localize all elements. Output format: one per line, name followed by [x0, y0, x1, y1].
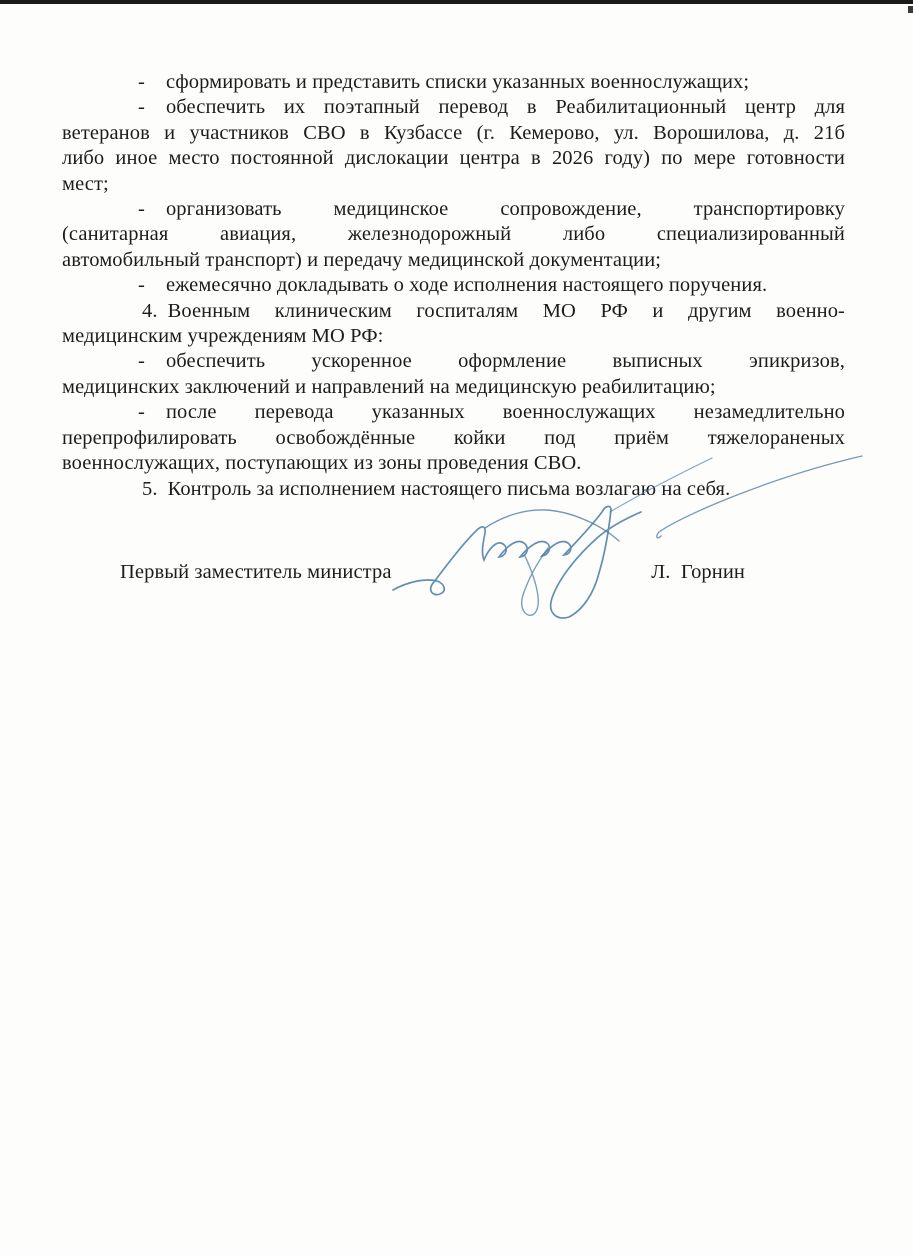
paragraph-line [62, 197, 845, 222]
list-marker: - [138, 198, 145, 221]
paragraph-line [62, 299, 845, 324]
paragraph-line [62, 400, 845, 425]
list-marker: 5. [142, 477, 158, 500]
line-text: обеспечить их поэтапный перевод в Реабилитационный центр для [165, 96, 845, 119]
list-marker: - [138, 274, 145, 297]
paragraph-line: медицинских заключений и направлений на медицинскую реабилитацию; [62, 375, 716, 398]
list-marker: - [138, 350, 145, 373]
signature-ink [385, 448, 885, 628]
paragraph-line: перепрофилировать освобождённые койки под приём тяжелораненых [62, 426, 845, 449]
line-text: сформировать и представить списки указанных военнослужащих; [165, 71, 750, 93]
paragraph-line: мест; [62, 172, 109, 195]
paragraph [62, 197, 845, 273]
paragraph-line: военнослужащих, поступающих из зоны проведения СВО. [62, 452, 582, 475]
list-marker: - [138, 71, 145, 93]
paragraph-line [62, 95, 845, 120]
paragraph-line [62, 349, 845, 374]
paragraph-line: либо иное место постоянной дислокации центра в 2026 году) по мере готовности [62, 147, 845, 170]
line-text: ежемесячно докладывать о ходе исполнения настоящего поручения. [165, 274, 768, 297]
signatory-name: Л. Горнин [651, 560, 745, 583]
line-text: Контроль за исполнением настоящего письма возлагаю на себя. [167, 477, 731, 500]
paragraph [62, 70, 845, 95]
paragraph-line: ветеранов и участников СВО в Кузбассе (г. Кемерово, ул. Ворошилова, д. 21б [62, 121, 845, 144]
paragraph [62, 273, 845, 298]
paragraph-line: (санитарная авиация, железнодорожный либо специализированный [62, 223, 845, 246]
scan-edge-top [0, 0, 913, 4]
paragraph-numbered-4 [62, 299, 845, 350]
list-marker: - [138, 96, 145, 119]
list-marker: 4. [142, 299, 158, 322]
signature-title: Первый заместитель министра [120, 560, 392, 583]
paragraph-line [62, 70, 845, 95]
line-text: после перевода указанных военнослужащих незамедлительно [165, 401, 845, 424]
line-text: организовать медицинское сопровождение, транспортировку [165, 198, 845, 221]
paragraph-line [62, 273, 845, 298]
list-marker: - [138, 401, 145, 424]
paragraph [62, 95, 845, 197]
line-text: обеспечить ускоренное оформление выписных эпикризов, [165, 350, 845, 373]
paragraph-line: автомобильный транспорт) и передачу медицинской документации; [62, 248, 662, 271]
paragraph [62, 349, 845, 400]
line-text: Военным клиническим госпиталям МО РФ и другим военно- [167, 299, 845, 322]
scan-edge-corner [908, 6, 913, 13]
paragraph-line: медицинским учреждениям МО РФ: [62, 325, 384, 348]
